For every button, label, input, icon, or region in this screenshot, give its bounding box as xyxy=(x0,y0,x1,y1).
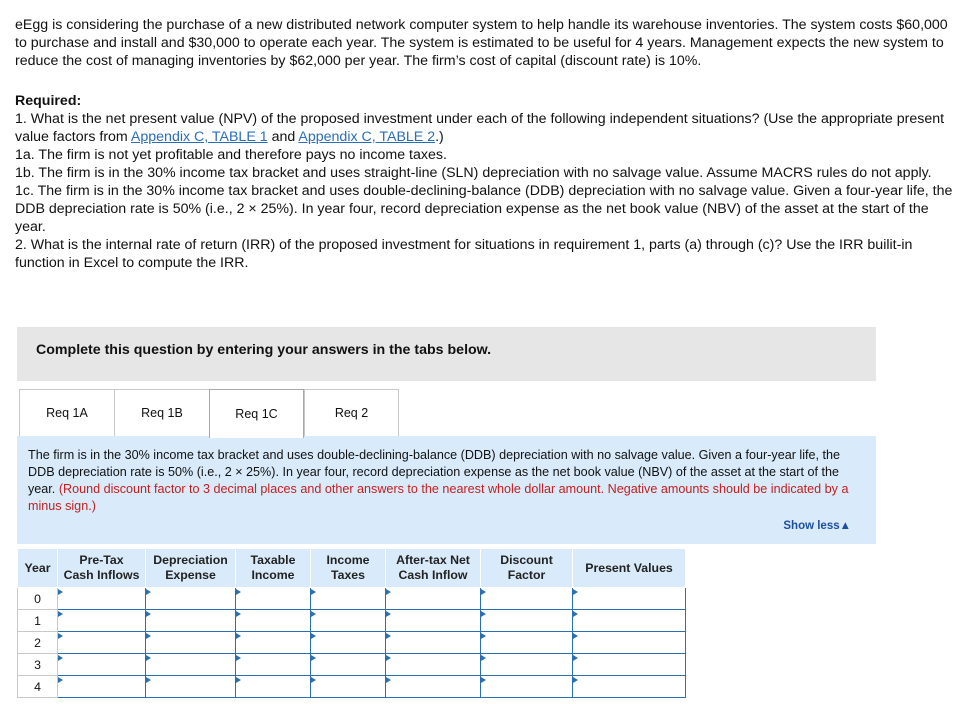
table-row xyxy=(18,632,686,654)
tab-req-1b[interactable]: Req 1B xyxy=(114,389,210,436)
col-income-taxes: Income Taxes xyxy=(311,549,386,588)
instruction-banner xyxy=(17,327,876,381)
income-taxes-input[interactable] xyxy=(311,588,386,610)
discount-factor-input[interactable] xyxy=(481,676,573,698)
taxable-income-input[interactable] xyxy=(236,610,311,632)
instruction-panel xyxy=(17,436,876,544)
depreciation-input[interactable] xyxy=(146,610,236,632)
year-cell: 0 xyxy=(18,588,58,610)
question-text xyxy=(15,16,960,272)
required-heading: Required: xyxy=(15,93,82,109)
panel-instruction: The firm is in the 30% income tax bracket and uses double-declining-balance (DDB) depreciation with no salvage value. Given a four-year life, the DDB depreciation rate is 50% (i.e., 2 × 25%). In year four, record depreciation expense as the net book value (NBV) of the asset at the start of the year. (Round discount factor to 3 decimal places and other answers to the nearest whole dollar amount. Negative amounts should be indicated by a minus sign.) xyxy=(28,448,849,513)
table-row xyxy=(18,654,686,676)
tab-req-1a[interactable]: Req 1A xyxy=(19,389,115,436)
tab-req-1c[interactable]: Req 1C xyxy=(209,389,304,438)
aftertax-inflow-input[interactable] xyxy=(386,654,481,676)
aftertax-inflow-input[interactable] xyxy=(386,610,481,632)
income-taxes-input[interactable] xyxy=(311,632,386,654)
year-cell: 2 xyxy=(18,632,58,654)
problem-paragraph: eEgg is considering the purchase of a new distributed network computer system to help handle its warehouse inventories. The system costs $60,000 to purchase and install and $30,000 to operate each year. The system is estimated to be useful for 4 years. Management expects the new system to reduce the cost of managing inventories by $62,000 per year. The firm’s cost of capital (discount rate) is 10%. xyxy=(15,17,948,69)
aftertax-inflow-input[interactable] xyxy=(386,588,481,610)
table-row xyxy=(18,610,686,632)
col-depreciation-expense: Depreciation Expense xyxy=(146,549,236,588)
present-value-input[interactable] xyxy=(573,676,686,698)
banner-text: Complete this question by entering your answers in the tabs below. xyxy=(36,342,492,358)
depreciation-input[interactable] xyxy=(146,632,236,654)
appendix-c-table-1-link[interactable]: Appendix C, TABLE 1 xyxy=(130,129,268,145)
income-taxes-input[interactable] xyxy=(311,610,386,632)
col-aftertax-net-cash-inflow: After-tax Net Cash Inflow xyxy=(386,549,481,588)
requirement-1b: 1b. The firm is in the 30% income tax bracket and uses straight-line (SLN) depreciation with no salvage value. Assume MACRS rules do not apply. xyxy=(15,165,932,181)
pretax-input[interactable] xyxy=(58,588,146,610)
depreciation-input[interactable] xyxy=(146,588,236,610)
depreciation-input[interactable] xyxy=(146,676,236,698)
present-value-input[interactable] xyxy=(573,654,686,676)
rounding-note: (Round discount factor to 3 decimal places and other answers to the nearest whole dollar amount. Negative amounts should be indicated by a minus sign.) xyxy=(28,482,849,513)
aftertax-inflow-input[interactable] xyxy=(386,632,481,654)
present-value-input[interactable] xyxy=(573,588,686,610)
pretax-input[interactable] xyxy=(58,610,146,632)
taxable-income-input[interactable] xyxy=(236,632,311,654)
discount-factor-input[interactable] xyxy=(481,588,573,610)
col-year: Year xyxy=(18,549,58,588)
col-pretax-cash-inflows: Pre-Tax Cash Inflows xyxy=(58,549,146,588)
pretax-input[interactable] xyxy=(58,654,146,676)
discount-factor-input[interactable] xyxy=(481,632,573,654)
discount-factor-input[interactable] xyxy=(481,610,573,632)
col-taxable-income: Taxable Income xyxy=(236,549,311,588)
depreciation-input[interactable] xyxy=(146,654,236,676)
income-taxes-input[interactable] xyxy=(311,654,386,676)
appendix-c-table-2-link[interactable]: Appendix C, TABLE 2 xyxy=(298,129,436,145)
discount-factor-input[interactable] xyxy=(481,654,573,676)
taxable-income-input[interactable] xyxy=(236,588,311,610)
present-value-input[interactable] xyxy=(573,632,686,654)
income-taxes-input[interactable] xyxy=(311,676,386,698)
npv-table xyxy=(17,548,686,698)
pretax-input[interactable] xyxy=(58,676,146,698)
year-cell: 4 xyxy=(18,676,58,698)
year-cell: 3 xyxy=(18,654,58,676)
aftertax-inflow-input[interactable] xyxy=(386,676,481,698)
col-discount-factor: Discount Factor xyxy=(481,549,573,588)
taxable-income-input[interactable] xyxy=(236,676,311,698)
requirement-1a: 1a. The firm is not yet profitable and therefore pays no income taxes. xyxy=(15,147,447,163)
requirement-2: 2. What is the internal rate of return (IRR) of the proposed investment for situations in requirement 1, parts (a) through (c)? Use the IRR builit-in function in Excel to compute the IRR. xyxy=(15,237,913,271)
table-row xyxy=(18,676,686,698)
year-cell: 1 xyxy=(18,610,58,632)
requirement-1c: 1c. The firm is in the 30% income tax bracket and uses double-declining-balance (DDB) depreciation with no salvage value. Given a four-year life, the DDB depreciation rate is 50% (i.e., 2 × 25%). In year four, record depreciation expense as the net book value (NBV) of the asset at the start of the year. xyxy=(15,183,953,235)
show-less-link[interactable]: Show less▲ xyxy=(783,520,851,532)
pretax-input[interactable] xyxy=(58,632,146,654)
table-row xyxy=(18,588,686,610)
present-value-input[interactable] xyxy=(573,610,686,632)
requirement-1: 1. What is the net present value (NPV) of the proposed investment under each of the following independent situations? (Use the appropriate present value factors from Appendix C, TABLE 1 and Appendix C, TABLE 2.) xyxy=(15,111,945,145)
col-present-values: Present Values xyxy=(573,549,686,588)
header-row xyxy=(18,549,686,588)
tab-req-2[interactable]: Req 2 xyxy=(304,389,399,436)
taxable-income-input[interactable] xyxy=(236,654,311,676)
